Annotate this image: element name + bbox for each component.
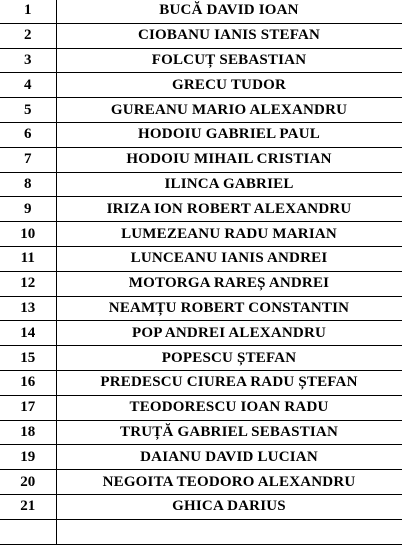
row-number: 14	[0, 321, 56, 346]
table-row	[0, 346, 402, 371]
table-row	[0, 470, 402, 495]
student-name: HODOIU MIHAIL CRISTIAN	[56, 147, 402, 172]
student-name: POP ANDREI ALEXANDRU	[56, 321, 402, 346]
table-row	[0, 73, 402, 98]
table-row	[0, 494, 402, 519]
student-name: CIOBANU IANIS STEFAN	[56, 23, 402, 48]
row-number: 18	[0, 420, 56, 445]
row-number: 8	[0, 172, 56, 197]
student-name: MOTORGA RAREȘ ANDREI	[56, 271, 402, 296]
table-row	[0, 395, 402, 420]
table-row	[0, 122, 402, 147]
student-name: FOLCUȚ SEBASTIAN	[56, 48, 402, 73]
table-row	[0, 23, 402, 48]
table-row	[0, 420, 402, 445]
student-name	[56, 519, 402, 544]
table-row	[0, 296, 402, 321]
student-name: GHICA DARIUS	[56, 494, 402, 519]
row-number: 3	[0, 48, 56, 73]
row-number: 7	[0, 147, 56, 172]
student-name: IRIZA ION ROBERT ALEXANDRU	[56, 197, 402, 222]
table-row	[0, 0, 402, 23]
row-number: 20	[0, 470, 56, 495]
student-name: NEAMȚU ROBERT CONSTANTIN	[56, 296, 402, 321]
table-row	[0, 147, 402, 172]
row-number: 21	[0, 494, 56, 519]
table-row	[0, 246, 402, 271]
row-number: 9	[0, 197, 56, 222]
student-name: HODOIU GABRIEL PAUL	[56, 122, 402, 147]
row-number: 1	[0, 0, 56, 23]
row-number: 11	[0, 246, 56, 271]
row-number: 16	[0, 370, 56, 395]
student-name: BUCĂ DAVID IOAN	[56, 0, 402, 23]
row-number: 2	[0, 23, 56, 48]
row-number: 15	[0, 346, 56, 371]
row-number: 4	[0, 73, 56, 98]
row-number: 6	[0, 122, 56, 147]
student-name: ILINCA GABRIEL	[56, 172, 402, 197]
student-name: PREDESCU CIUREA RADU ȘTEFAN	[56, 370, 402, 395]
row-number: 10	[0, 222, 56, 247]
table-row	[0, 321, 402, 346]
table-row	[0, 222, 402, 247]
student-name: GUREANU MARIO ALEXANDRU	[56, 98, 402, 123]
row-number	[0, 519, 56, 544]
student-name: GRECU TUDOR	[56, 73, 402, 98]
student-name: LUMEZEANU RADU MARIAN	[56, 222, 402, 247]
row-number: 19	[0, 445, 56, 470]
student-name: DAIANU DAVID LUCIAN	[56, 445, 402, 470]
row-number: 17	[0, 395, 56, 420]
table-row	[0, 48, 402, 73]
table-row	[0, 370, 402, 395]
student-name: TEODORESCU IOAN RADU	[56, 395, 402, 420]
table-row	[0, 519, 402, 544]
table-row	[0, 98, 402, 123]
table-row	[0, 197, 402, 222]
student-name: POPESCU ȘTEFAN	[56, 346, 402, 371]
table-row	[0, 271, 402, 296]
table-row	[0, 445, 402, 470]
student-name: LUNCEANU IANIS ANDREI	[56, 246, 402, 271]
row-number: 5	[0, 98, 56, 123]
table-row	[0, 172, 402, 197]
student-name: TRUȚĂ GABRIEL SEBASTIAN	[56, 420, 402, 445]
row-number: 13	[0, 296, 56, 321]
row-number: 12	[0, 271, 56, 296]
student-name: NEGOITA TEODORO ALEXANDRU	[56, 470, 402, 495]
